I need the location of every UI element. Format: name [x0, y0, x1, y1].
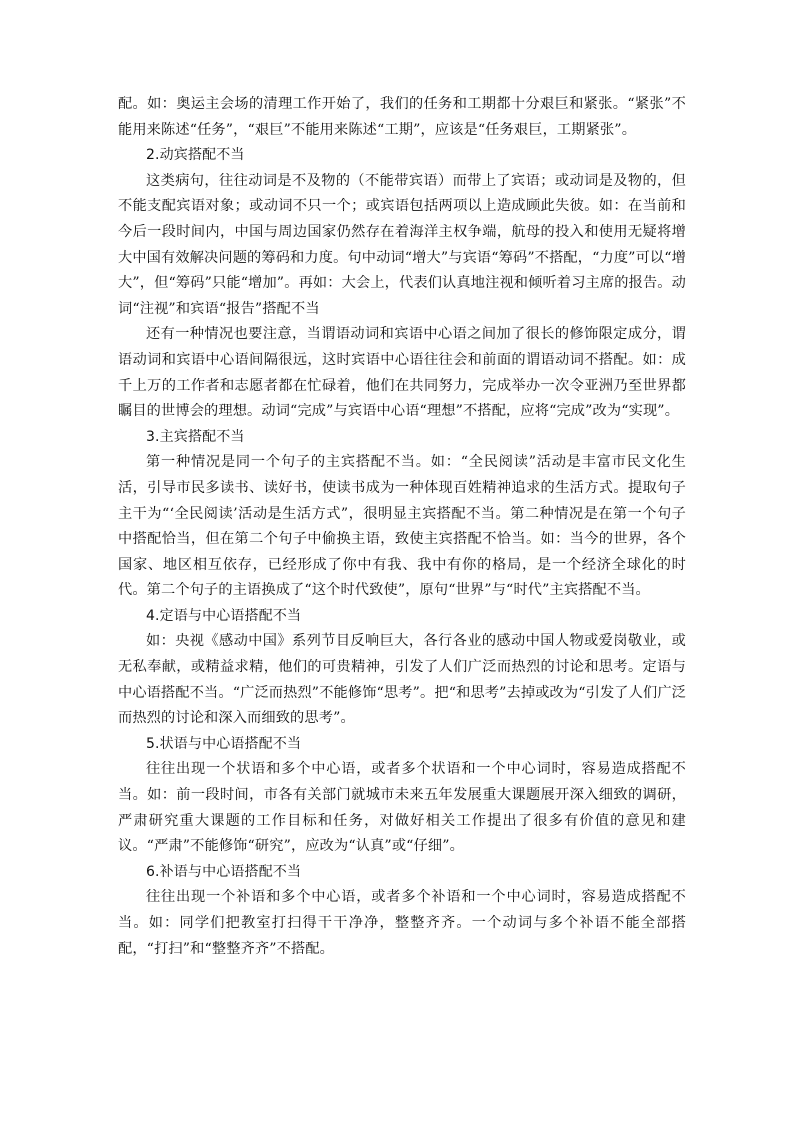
section-heading-adverbial: 5.状语与中心语搭配不当 — [146, 735, 302, 752]
paragraph-adverbial-explanation: 往往出现一个状语和多个中心语，或者多个状语和一个中心词时，容易造成搭配不当。如：前一段时间，市各有关部门就城市未来五年发展重大课题展开深入细致的调研，严肃研究重大课题的工作目标和任务，对做好相关工作提出了很多有价值的意见和建议。“严肃”不能修饰“研究”，应改为“认真”或“仔细”。 — [118, 761, 686, 855]
section-heading-subject-object: 3.主宾搭配不当 — [146, 428, 245, 445]
paragraph-attributive-explanation: 如：央视《感动中国》系列节目反响巨大，各行各业的感动中国人物或爱岗敬业，或无私奉献，或精益求精，他们的可贵精神，引发了人们广泛而热烈的讨论和思考。定语与中心语搭配不当。“广泛而热烈”不能修饰“思考”。把“和思考”去掉或改为“引发了人们广泛而热烈的讨论和深入而细致的思考”。 — [118, 633, 686, 727]
paragraph-subject-object-explanation: 第一种情况是同一个句子的主宾搭配不当。如：“全民阅读”活动是丰富市民文化生活，引导市民多读书、读好书，使读书成为一种体现百姓精神追求的生活方式。提取句子主干为“‘全民阅读’活动是生活方式”，很明显主宾搭配不当。第二种情况是在第一个句子中搭配恰当，但在第二个句子中偷换主语，致使主宾搭配不恰当。如：当今的世界，各个国家、地区相互依存，已经形成了你中有我、我中有你的格局，是一个经济全球化的时代。第二个句子的主语换成了“这个时代致使”，原句“世界”与“时代”主宾搭配不当。 — [118, 454, 686, 599]
paragraph-complement-explanation: 往往出现一个补语和多个中心语，或者多个补语和一个中心词时，容易造成搭配不当。如：同学们把教室打扫得干干净净，整整齐齐。一个动词与多个补语不能全部搭配，“打扫”和“整整齐齐”不搭配。 — [118, 889, 686, 957]
paragraph-verb-object-long-modifier: 还有一种情况也要注意，当谓语动词和宾语中心语之间加了很长的修饰限定成分，谓语动词和宾语中心语间隔很远，这时宾语中心语往往会和前面的谓语动词不搭配。如：成千上万的工作者和志愿者都在忙碌着，他们在共同努力，完成举办一次令亚洲乃至世界都瞩目的世博会的理想。动词“完成”与宾语中心语“理想”不搭配，应将“完成”改为“实现”。 — [118, 326, 686, 420]
section-heading-verb-object: 2.动宾搭配不当 — [146, 147, 245, 164]
document-page — [118, 92, 686, 962]
section-heading-attributive: 4.定语与中心语搭配不当 — [146, 607, 302, 624]
paragraph-collocation-example: 配。如：奥运主会场的清理工作开始了，我们的任务和工期都十分艰巨和紧张。“紧张”不能用来陈述“任务”，“艰巨”不能用来陈述“工期”，应该是“任务艰巨，工期紧张”。 — [118, 96, 686, 138]
paragraph-verb-object-explanation: 这类病句，往往动词是不及物的（不能带宾语）而带上了宾语；或动词是及物的，但不能支配宾语对象；或动词不只一个；或宾语包括两项以上造成顾此失彼。如：在当前和今后一段时间内，中国与周边国家仍然存在着海洋主权争端，航母的投入和使用无疑将增大中国有效解决问题的筹码和力度。句中动词“增大”与宾语“筹码”不搭配，“力度”可以“增大”，但“筹码”只能“增加”。再如：大会上，代表们认真地注视和倾听着习主席的报告。动词“注视”和宾语“报告”搭配不当 — [118, 172, 686, 317]
section-heading-complement: 6.补语与中心语搭配不当 — [146, 863, 302, 880]
